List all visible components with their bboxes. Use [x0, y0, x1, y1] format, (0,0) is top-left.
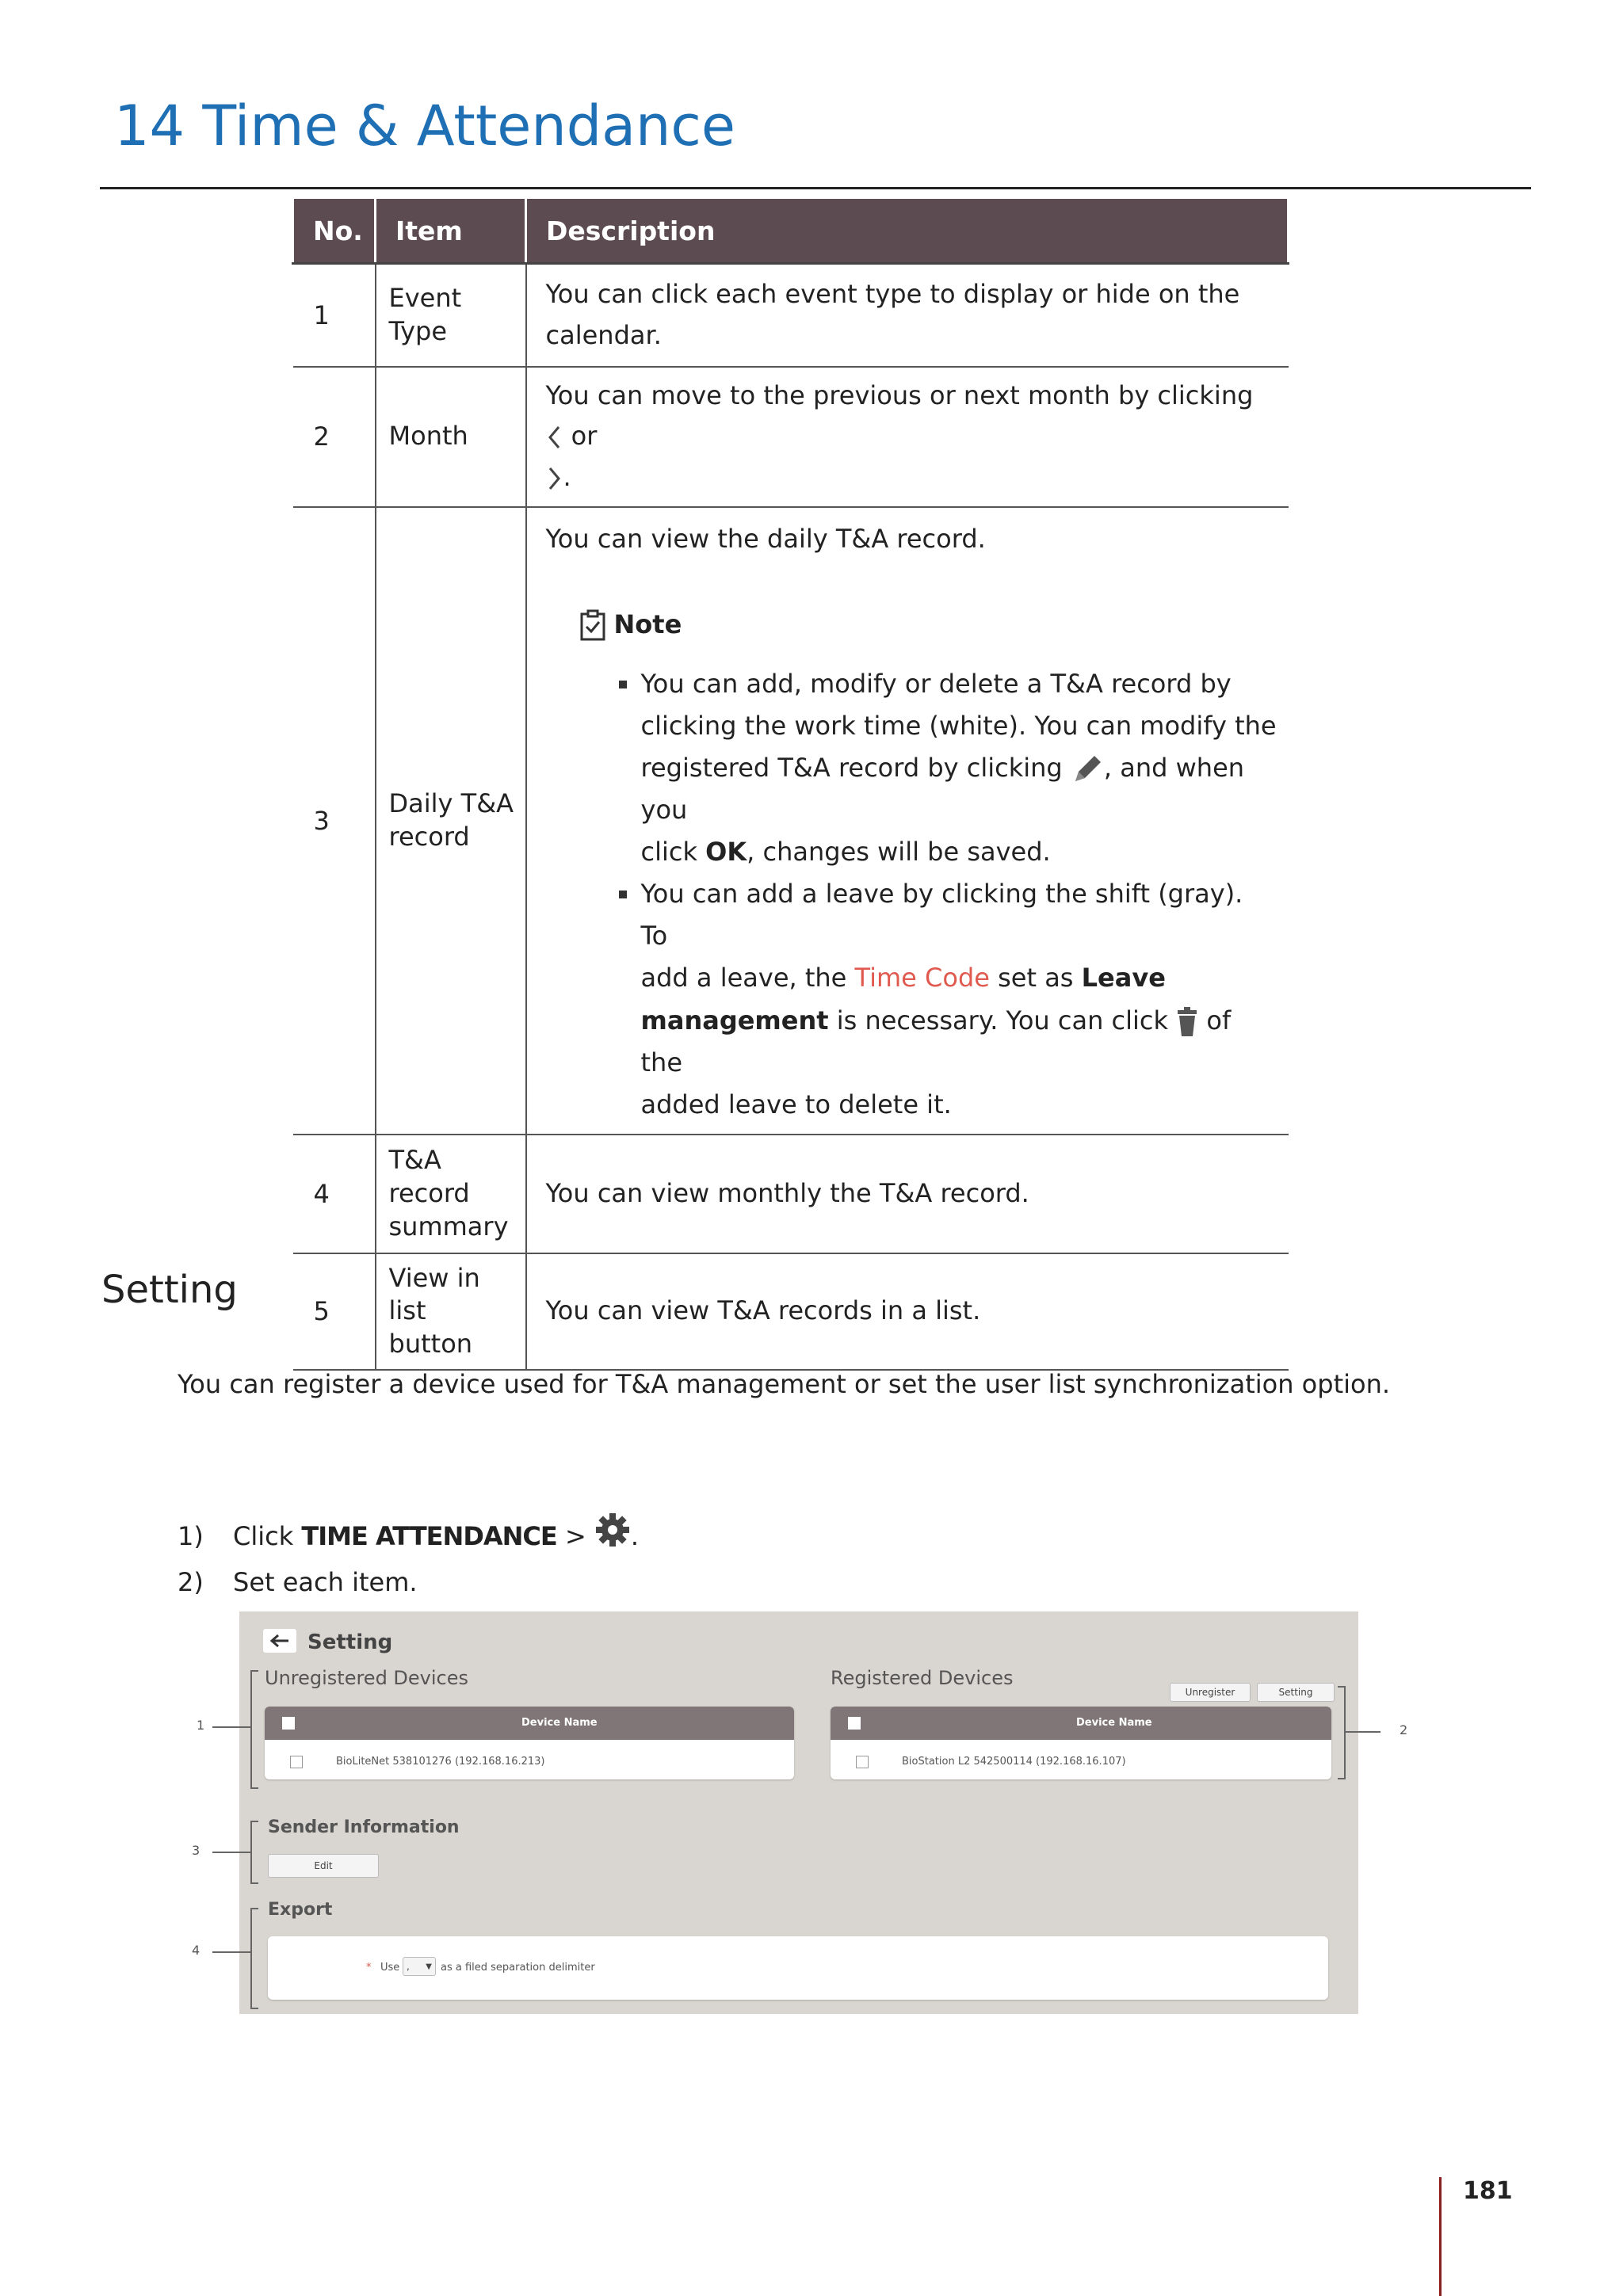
header-description: Description — [526, 198, 1289, 264]
table-row — [293, 1253, 1289, 1370]
edit-button[interactable] — [268, 1854, 379, 1878]
desc-text: You can move to the previous or next month by clicking — [545, 379, 1254, 410]
clipboard-check-icon — [579, 609, 606, 641]
note-bold: management — [640, 1005, 829, 1035]
callout-number: 4 — [192, 1943, 200, 1958]
section-title: Setting — [101, 1268, 238, 1312]
header-no: No. — [293, 198, 376, 264]
page-number: 181 — [1463, 2177, 1513, 2205]
table-row — [293, 367, 1289, 507]
note-text: of the — [640, 1005, 1232, 1077]
chevron-left-icon — [546, 424, 563, 451]
arrow-left-icon — [263, 1629, 296, 1653]
table-row — [293, 1135, 1289, 1253]
table-row — [293, 264, 1289, 367]
row-description: You can view monthly the T&A record. — [526, 1135, 1289, 1253]
sender-information-label: Sender Information — [268, 1817, 460, 1837]
desc-line — [546, 376, 1277, 458]
export-suffix-label: as a filed separation delimiter — [441, 1962, 595, 1974]
desc-line — [546, 457, 1277, 498]
registered-label: Registered Devices — [831, 1667, 1014, 1689]
title-rule — [100, 187, 1531, 189]
item-line: Daily T&A — [388, 788, 514, 819]
back-button[interactable] — [263, 1629, 296, 1653]
desc-text: . — [563, 462, 571, 493]
callout-bracket — [250, 1908, 258, 2009]
unregister-button[interactable] — [1170, 1683, 1251, 1702]
desc-line: You can click each event type to display or hide on the — [545, 278, 1240, 309]
note-line — [641, 1000, 1277, 1084]
row-no: 3 — [293, 507, 376, 1135]
note-text: set as — [998, 963, 1074, 994]
note-label: Note — [613, 608, 682, 639]
callout-bracket — [1338, 1686, 1346, 1779]
export-label: Export — [268, 1900, 333, 1920]
row-item — [376, 507, 526, 1135]
item-line: Event — [388, 283, 462, 314]
item-line: T&A — [388, 1145, 441, 1176]
device-name: BioStation L2 542500114 (192.168.16.107) — [902, 1756, 1126, 1768]
step-text: > — [564, 1521, 586, 1551]
callout-number: 3 — [192, 1843, 200, 1858]
note-line: added leave to delete it. — [640, 1089, 952, 1119]
desc-line: calendar. — [545, 319, 662, 350]
unregistered-label: Unregistered Devices — [265, 1667, 469, 1689]
select-all-checkbox[interactable] — [282, 1717, 295, 1730]
note-line: clicking the work time (white). You can modify the — [640, 710, 1277, 741]
callout-bracket — [250, 1670, 258, 1789]
callout-bracket — [250, 1821, 258, 1884]
table-header — [831, 1707, 1331, 1740]
export-use-label: Use — [380, 1962, 400, 1974]
row-checkbox[interactable] — [290, 1756, 303, 1768]
list-item — [546, 663, 1277, 874]
list-item — [178, 1513, 639, 1559]
note-bold: OK — [705, 837, 747, 868]
row-item — [376, 1253, 526, 1370]
item-line: summary — [388, 1211, 509, 1241]
item-line: Month — [388, 421, 468, 452]
delimiter-select[interactable] — [403, 1957, 436, 1976]
note-text: , changes will be saved. — [747, 837, 1051, 868]
list-item — [178, 1559, 639, 1605]
unregistered-devices-panel — [265, 1707, 794, 1779]
row-description — [526, 507, 1289, 1135]
callout-line — [212, 1726, 250, 1728]
note-line: You can add a leave by clicking the shift (gray). To — [640, 879, 1243, 952]
header-item: Item — [376, 198, 526, 264]
button-label: Edit — [314, 1860, 333, 1871]
callout-line — [1344, 1731, 1381, 1733]
row-no: 4 — [293, 1135, 376, 1253]
step-text: Click — [233, 1521, 294, 1551]
row-item — [376, 264, 526, 367]
row-no: 5 — [293, 1253, 376, 1370]
table-header — [265, 1707, 794, 1740]
row-no: 2 — [293, 367, 376, 507]
description-table — [292, 196, 1289, 1371]
item-line: record — [388, 821, 470, 852]
select-all-checkbox[interactable] — [848, 1717, 861, 1730]
table-row — [293, 507, 1289, 1135]
note-list — [546, 663, 1277, 1126]
registered-devices-panel — [831, 1707, 1331, 1779]
desc-line: You can view the daily T&A record. — [545, 523, 986, 554]
item-line: View in list — [388, 1262, 480, 1326]
step-number: 2) — [178, 1567, 204, 1597]
step-text: . — [630, 1521, 640, 1551]
item-line: record — [388, 1178, 470, 1209]
item-line: button — [388, 1329, 473, 1360]
time-code-link[interactable]: Time Code — [854, 963, 990, 994]
setting-screenshot — [239, 1611, 1358, 2014]
chevron-down-icon: ▼ — [426, 1962, 432, 1971]
note-text: , and when you — [640, 752, 1245, 825]
setting-button[interactable] — [1257, 1683, 1335, 1702]
required-marker: * — [366, 1962, 372, 1974]
note-line — [641, 831, 1277, 873]
trash-icon — [1176, 1007, 1198, 1037]
gear-icon — [594, 1512, 631, 1548]
callout-line — [212, 1951, 250, 1953]
intro-text: You can register a device used for T&A management or set the user list synchronization option. — [178, 1369, 1391, 1399]
note-line: You can add, modify or delete a T&A record by — [640, 668, 1232, 699]
column-header: Device Name — [1076, 1717, 1152, 1729]
note-bold: Leave — [1081, 963, 1166, 994]
page-number-rule — [1439, 2177, 1442, 2296]
step-number: 1) — [178, 1521, 204, 1551]
row-item — [376, 367, 526, 507]
button-label: Setting — [1278, 1687, 1313, 1698]
selected-value: , — [407, 1961, 410, 1972]
desc-text: or — [571, 421, 598, 452]
screenshot-title: Setting — [307, 1630, 393, 1654]
list-item — [546, 873, 1277, 1126]
callout-line — [212, 1852, 250, 1853]
table-header-row — [293, 198, 1289, 264]
callout-number: 2 — [1400, 1722, 1408, 1737]
note-text: add a leave, the — [640, 963, 847, 994]
callout-number: 1 — [197, 1718, 205, 1733]
note-line — [641, 957, 1277, 999]
row-description — [526, 367, 1289, 507]
note-text: click — [640, 837, 697, 868]
button-label: Unregister — [1185, 1687, 1235, 1698]
note-heading — [546, 605, 1277, 646]
row-checkbox[interactable] — [856, 1756, 869, 1768]
note-text: registered T&A record by clicking — [640, 752, 1063, 783]
step-bold: TIME ATTENDANCE — [301, 1521, 557, 1551]
chevron-right-icon — [546, 465, 563, 492]
chapter-title: 14 Time & Attendance — [114, 93, 735, 158]
steps-list — [178, 1513, 639, 1605]
pencil-icon — [1071, 753, 1104, 786]
export-panel — [268, 1936, 1328, 2000]
row-description: You can view T&A records in a list. — [526, 1253, 1289, 1370]
note-text: is necessary. You can click — [836, 1005, 1169, 1035]
item-line: Type — [388, 315, 447, 346]
device-name: BioLiteNet 538101276 (192.168.16.213) — [336, 1756, 545, 1768]
row-no: 1 — [293, 264, 376, 367]
row-description — [526, 264, 1289, 367]
note-line — [641, 747, 1277, 831]
row-item — [376, 1135, 526, 1253]
step-text: Set each item. — [233, 1567, 418, 1597]
column-header: Device Name — [521, 1717, 598, 1729]
